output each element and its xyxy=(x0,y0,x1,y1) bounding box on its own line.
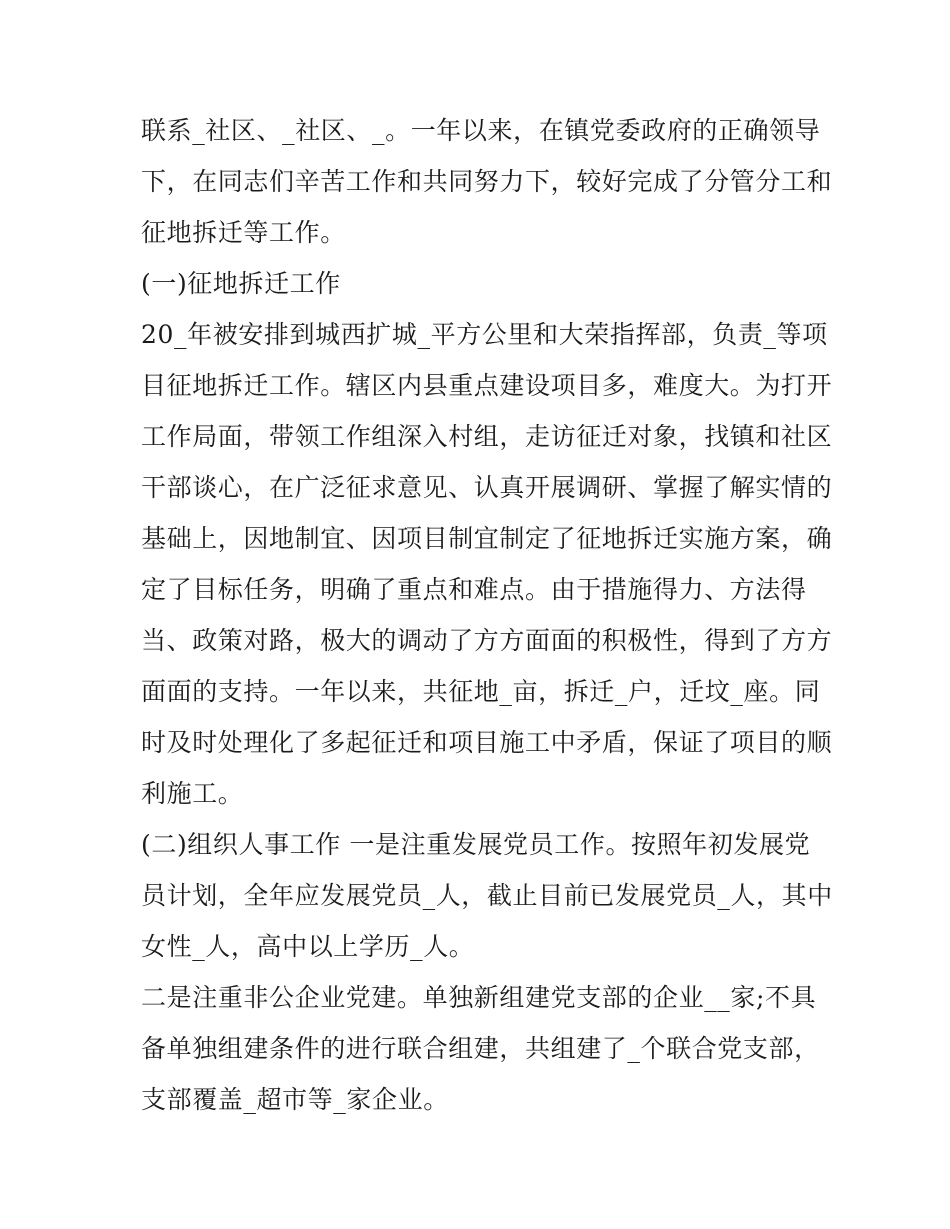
section-heading: (二)组织人事工作 一是注重发展党员工作。按照年初发展党 xyxy=(141,830,811,859)
text-line: 征地拆迁等工作。 xyxy=(141,218,346,247)
text-line: 女性_人，高中以上学历_人。 xyxy=(141,932,475,961)
section-heading: (一)征地拆迁工作 xyxy=(141,269,341,298)
text-line: 支部覆盖_超市等_家企业。 xyxy=(141,1085,449,1114)
text-line: 下，在同志们辛苦工作和共同努力下，较好完成了分管分工和 xyxy=(141,167,833,196)
text-line: 员计划，全年应发展党员_人，截止目前已发展党员_人，其中 xyxy=(141,881,833,910)
text-line: 时及时处理化了多起征迁和项目施工中矛盾，保证了项目的顺 xyxy=(141,728,833,757)
text-line: 定了目标任务，明确了重点和难点。由于措施得力、方法得 xyxy=(141,575,807,604)
text-line: 干部谈心，在广泛征求意见、认真开展调研、掌握了解实情的 xyxy=(141,473,833,502)
text-line: 20_年被安排到城西扩城_平方公里和大荣指挥部，负责_等项 xyxy=(141,320,828,349)
document-body xyxy=(141,105,833,1125)
text-line: 基础上，因地制宜、因项目制宜制定了征地拆迁实施方案，确 xyxy=(141,524,833,553)
text-line: 利施工。 xyxy=(141,779,244,808)
text-line: 目征地拆迁工作。辖区内县重点建设项目多，难度大。为打开 xyxy=(141,371,833,400)
text-line: 当、政策对路，极大的调动了方方面面的积极性，得到了方方 xyxy=(141,626,833,655)
text-line: 面面的支持。一年以来，共征地_亩，拆迁_户，迁坟_座。同 xyxy=(141,677,821,706)
text-line: 备单独组建条件的进行联合组建，共组建了_个联合党支部， xyxy=(141,1034,820,1063)
text-line: 工作局面，带领工作组深入村组，走访征迁对象，找镇和社区 xyxy=(141,422,833,451)
text-line: 联系_社区、_社区、_。一年以来，在镇党委政府的正确领导 xyxy=(141,116,821,145)
text-line: 二是注重非公企业党建。单独新组建党支部的企业__家;不具 xyxy=(141,983,817,1012)
